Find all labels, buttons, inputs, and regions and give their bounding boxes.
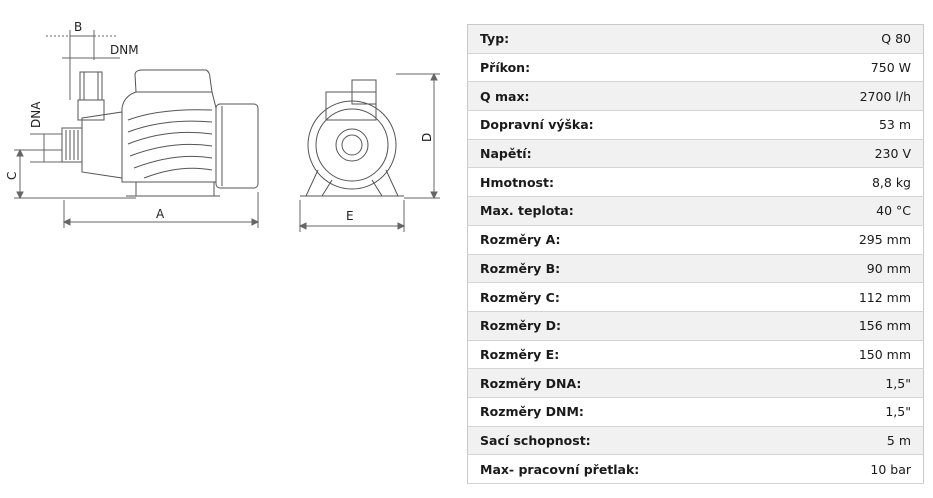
spec-label: Rozměry DNM: — [468, 397, 790, 426]
spec-label: Rozměry E: — [468, 340, 790, 369]
spec-row — [468, 25, 924, 54]
dim-label-e: E — [346, 209, 354, 223]
spec-value: 750 W — [789, 53, 923, 82]
spec-value: 112 mm — [789, 283, 923, 312]
spec-label: Hmotnost: — [468, 168, 790, 197]
spec-row — [468, 53, 924, 82]
spec-label: Rozměry D: — [468, 311, 790, 340]
spec-value: 90 mm — [789, 254, 923, 283]
spec-label: Rozměry A: — [468, 225, 790, 254]
spec-row — [468, 311, 924, 340]
spec-row — [468, 111, 924, 140]
dim-label-a: A — [156, 207, 165, 221]
spec-row — [468, 197, 924, 226]
spec-row — [468, 139, 924, 168]
dim-label-dnm: DNM — [110, 43, 139, 57]
spec-row — [468, 369, 924, 398]
front-view-dimensions — [300, 74, 440, 232]
spec-label: Napětí: — [468, 139, 790, 168]
spec-value: 53 m — [789, 111, 923, 140]
spec-row — [468, 340, 924, 369]
spec-value: 150 mm — [789, 340, 923, 369]
spec-row — [468, 455, 924, 484]
spec-value: 2700 l/h — [789, 82, 923, 111]
pump-side-view — [62, 70, 258, 196]
spec-label: Typ: — [468, 25, 790, 54]
spec-table — [467, 24, 924, 484]
spec-value: Q 80 — [789, 25, 923, 54]
spec-row — [468, 225, 924, 254]
spec-label: Rozměry B: — [468, 254, 790, 283]
pump-dimension-drawing — [0, 0, 460, 260]
spec-value: 5 m — [789, 426, 923, 455]
dim-label-c: C — [5, 171, 19, 180]
spec-row — [468, 168, 924, 197]
spec-row — [468, 397, 924, 426]
spec-value: 156 mm — [789, 311, 923, 340]
spec-value: 1,5" — [789, 369, 923, 398]
spec-label: Max- pracovní přetlak: — [468, 455, 790, 484]
spec-value: 230 V — [789, 139, 923, 168]
pump-front-view — [300, 80, 404, 196]
spec-value: 8,8 kg — [789, 168, 923, 197]
dim-label-d: D — [420, 132, 434, 142]
dim-label-dna: DNA — [29, 101, 43, 128]
spec-label: Max. teplota: — [468, 197, 790, 226]
spec-value: 40 °C — [789, 197, 923, 226]
spec-label: Příkon: — [468, 53, 790, 82]
spec-value: 295 mm — [789, 225, 923, 254]
spec-row — [468, 82, 924, 111]
spec-label: Sací schopnost: — [468, 426, 790, 455]
spec-row — [468, 254, 924, 283]
dim-label-b: B — [74, 20, 83, 34]
spec-label: Q max: — [468, 82, 790, 111]
spec-label: Rozměry DNA: — [468, 369, 790, 398]
spec-label: Dopravní výška: — [468, 111, 790, 140]
spec-value: 1,5" — [789, 397, 923, 426]
spec-row — [468, 283, 924, 312]
spec-value: 10 bar — [789, 455, 923, 484]
spec-row — [468, 426, 924, 455]
spec-label: Rozměry C: — [468, 283, 790, 312]
